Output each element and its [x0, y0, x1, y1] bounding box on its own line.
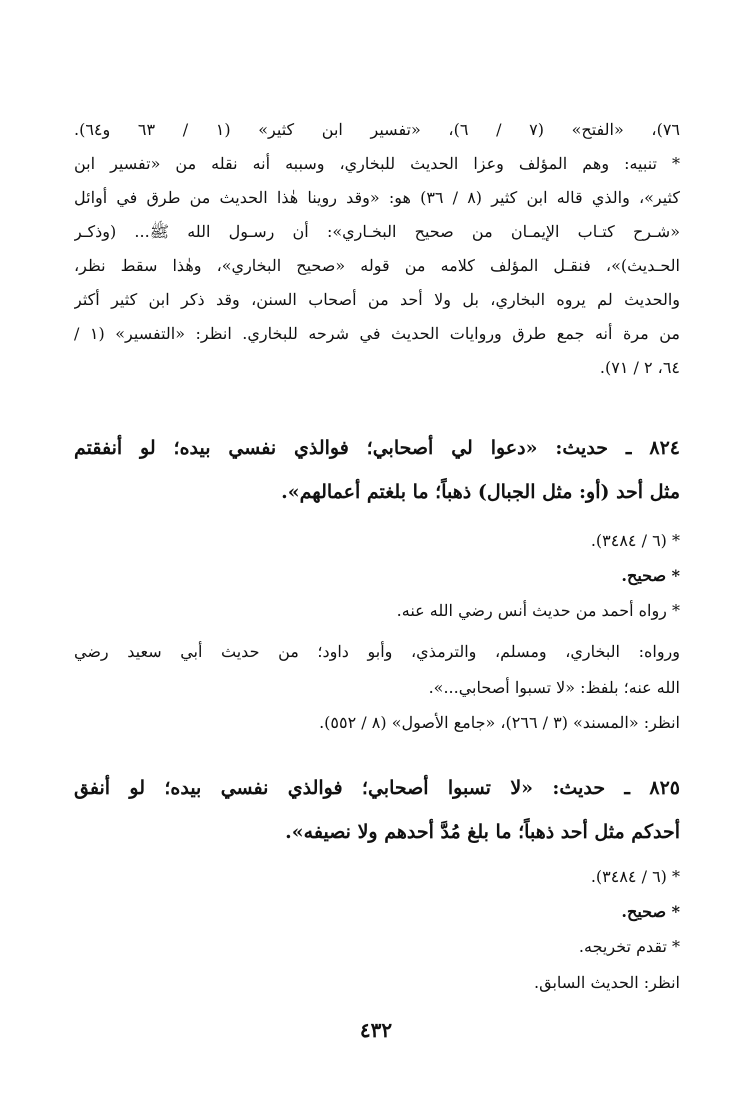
- footnote-line-1: ٧٦)، «الفتح» (٧ / ٦)، «تفسير ابن كثير» (١ / ٦٣ و٦٤).: [74, 120, 680, 139]
- footnote-line-3: كثير»، والذي قاله ابن كثير (٨ / ٣٦) هو: «وقد روينا هٰذا الحديث من طرق في أوائل: [74, 188, 680, 207]
- hadith-825-narration: * تقدم تخريجه.: [578, 937, 680, 956]
- hadith-824-also-line-2: الله عنه؛ بلفظ: «لا تسبوا أصحابي...».: [428, 678, 680, 697]
- hadith-825-heading-line-1: ٨٢٥ ـ حديث: «لا تسبوا أصحابي؛ فوالذي نفسي بيده؛ لو أنفق: [74, 777, 680, 799]
- hadith-825-reference: * (٦ / ٣٤٨٤).: [590, 867, 680, 886]
- page-number: ٤٣٢: [359, 1018, 393, 1042]
- footnote-line-8: ٦٤، ٢ / ٧١).: [599, 358, 680, 377]
- footnote-line-2: * تنبيه: وهم المؤلف وعزا الحديث للبخاري، وسببه أنه نقله من «تفسير ابن: [74, 154, 680, 173]
- hadith-824-heading-line-1: ٨٢٤ ـ حديث: «دعوا لي أصحابي؛ فوالذي نفسي بيده؛ لو أنفقتم: [74, 437, 680, 459]
- hadith-825-see-also: انظر: الحديث السابق.: [534, 973, 680, 992]
- footnote-line-7: من مرة أنه جمع طرق وروايات الحديث في شرحه للبخاري. انظر: «التفسير» (١ /: [74, 324, 680, 343]
- footnote-line-4: «شـرح كتـاب الإيمـان من صحيح البخـاري»: أن رسـول الله ﷺ... (وذكـر: [74, 222, 680, 241]
- footnote-line-5: الحـديث)»، فنقـل المؤلف كلامه من قوله «صحيح البخاري»، وهٰذا سقط نظر،: [74, 256, 680, 275]
- hadith-824-narration: * رواه أحمد من حديث أنس رضي الله عنه.: [396, 601, 680, 620]
- hadith-824-grade: * صحيح.: [621, 566, 680, 585]
- hadith-824-reference: * (٦ / ٣٤٨٤).: [590, 531, 680, 550]
- hadith-824-also-line-1: ورواه: البخاري، ومسلم، والترمذي، وأبو داود؛ من حديث أبي سعيد رضي: [74, 642, 680, 661]
- hadith-825-grade: * صحيح.: [621, 902, 680, 921]
- hadith-824-see-also: انظر: «المسند» (٣ / ٢٦٦)، «جامع الأصول» (٨ / ٥٥٢).: [319, 713, 680, 732]
- footnote-line-6: والحديث لم يروه البخاري، بل ولا أحد من أصحاب السنن، وقد ذكر ابن كثير أكثر: [74, 290, 680, 309]
- hadith-824-heading-line-2: مثل أحد (أو: مثل الجبال) ذهباً؛ ما بلغتم أعمالهم».: [281, 481, 680, 503]
- hadith-825-heading-line-2: أحدكم مثل أحد ذهباً؛ ما بلغ مُدَّ أحدهم ولا نصيفه».: [285, 821, 680, 843]
